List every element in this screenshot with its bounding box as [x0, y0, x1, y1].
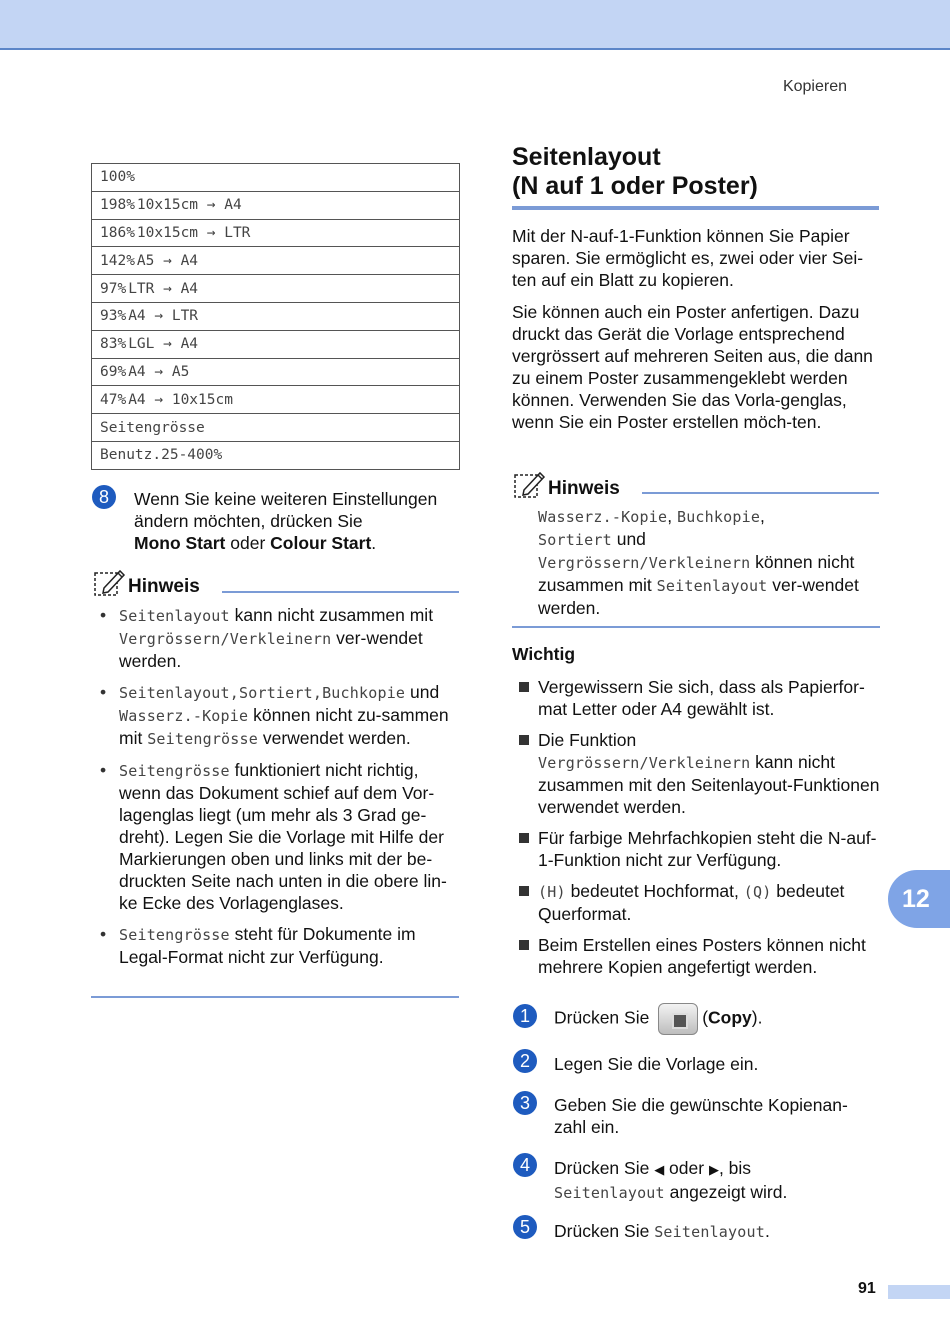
table-row	[92, 247, 460, 275]
list-item: • Seitenlayout kann nicht zusammen mit Vergrössern/Verkleinern ver-wendet werden.	[91, 604, 463, 672]
section-title	[512, 143, 882, 201]
intro-paragraph-2: Sie können auch ein Poster anfertigen. Dazu druckt das Gerät die Vorlage entsprechend vergrössert auf mehreren Seiten aus, die dann zu einem Poster zusammengeklebt werden können. Verwenden Sie das Vorla-genglas, wenn Sie ein Poster erstellen möch-ten.	[512, 302, 873, 432]
hinweis-title-left: Hinweis	[128, 576, 200, 597]
size-percent: 93%	[100, 308, 127, 325]
note-pencil-icon	[94, 568, 126, 596]
table-row	[92, 441, 460, 469]
step-number-5: 5	[513, 1215, 537, 1239]
list-item: Beim Erstellen eines Posters können nicht mehrere Kopien angefertigt werden.	[512, 934, 884, 978]
list-item: • Seitengrösse steht für Dokumente im Legal-Format nicht zur Verfügung.	[91, 923, 463, 968]
size-description: A4 → A5	[128, 363, 190, 380]
size-description: LGL → A4	[128, 336, 199, 353]
table-cell	[92, 414, 460, 442]
list-item: Für farbige Mehrfachkopien steht die N-auf-1-Funktion nicht zur Verfügung.	[512, 827, 884, 871]
list-item: • Seitengrösse funktioniert nicht richtig, wenn das Dokument schief auf dem Vor-lagenglas liegt (um mehr als 3 Grad ge-dreht). Legen Sie die Vorlage mit Hilfe der Markierungen oben und links mit der be-druckten Seite nach unten in die obere lin-ke Ecke des Vorlagenglases.	[91, 759, 463, 914]
size-percent: 142%	[100, 252, 135, 269]
intro-paragraph-1: Mit der N-auf-1-Funktion können Sie Papier sparen. Sie ermöglicht es, zwei oder vier Sei-ten auf ein Blatt zu kopieren.	[512, 226, 864, 290]
size-percent: 69%	[100, 363, 127, 380]
size-description: LTR → A4	[128, 280, 199, 297]
table-row	[92, 275, 460, 303]
right-arrow-icon: ▶	[708, 1162, 719, 1177]
title-underline	[512, 206, 879, 210]
step-number-1: 1	[513, 1004, 537, 1028]
table-row	[92, 330, 460, 358]
hinweis-end-rule-right	[512, 626, 880, 628]
step-8-text	[134, 488, 464, 554]
step-number-2: 2	[513, 1049, 537, 1073]
copy-button-icon	[658, 1003, 698, 1035]
step-4-text: Drücken Sie ◀ oder ▶, bis Seitenlayout angezeigt wird.	[554, 1158, 788, 1202]
table-cell	[92, 330, 460, 358]
mono-start-key: Mono Start	[134, 533, 226, 553]
wichtig-list	[512, 676, 884, 987]
table-cell	[92, 441, 460, 469]
size-percent: 47%	[100, 391, 127, 408]
page-number: 91	[858, 1280, 876, 1297]
hinweis-text-right: Wasserz.-Kopie, Buchkopie, Sortiert und Vergrössern/Verkleinern können nicht zusammen mit Seitenlayout ver-wendet werden.	[538, 506, 859, 618]
table-cell	[92, 358, 460, 386]
section-header: Kopieren	[782, 78, 847, 95]
step-number-3: 3	[513, 1091, 537, 1115]
table-cell	[92, 191, 460, 219]
table-row	[92, 302, 460, 330]
note-pencil-icon	[514, 470, 546, 498]
colour-start-key: Colour Start	[270, 533, 372, 553]
size-percent: 186%	[100, 224, 135, 241]
table-cell	[92, 247, 460, 275]
step-8-oder: oder	[230, 533, 266, 553]
table-row	[92, 386, 460, 414]
table-cell	[92, 219, 460, 247]
table-row	[92, 219, 460, 247]
size-percent: 100%	[100, 169, 135, 186]
hinweis-list-left	[91, 604, 463, 977]
table-cell	[92, 275, 460, 303]
step-2-text: Legen Sie die Vorlage ein.	[554, 1054, 759, 1074]
step-number-8: 8	[92, 485, 116, 509]
hinweis-title-right: Hinweis	[548, 478, 620, 499]
step-5-text: Drücken Sie Seitenlayout.	[554, 1221, 770, 1241]
size-percent: 198%	[100, 197, 135, 214]
size-description: A4 → LTR	[128, 308, 199, 325]
chapter-tab: 12	[888, 870, 950, 928]
size-description: 10x15cm → A4	[136, 197, 242, 214]
table-cell	[92, 302, 460, 330]
table-row	[92, 414, 460, 442]
left-arrow-icon: ◀	[654, 1162, 665, 1177]
size-percent: Seitengrösse	[100, 419, 205, 436]
table-row	[92, 164, 460, 192]
hinweis-rule-right	[642, 492, 879, 494]
size-percent: 83%	[100, 336, 127, 353]
table-cell	[92, 164, 460, 192]
step-number-4: 4	[513, 1153, 537, 1177]
size-description: 10x15cm → LTR	[136, 224, 251, 241]
title-line-1: Seitenlayout	[512, 143, 661, 171]
top-banner	[0, 0, 950, 50]
table-cell	[92, 386, 460, 414]
table-row	[92, 358, 460, 386]
page-number-bar	[888, 1285, 950, 1299]
step-1-text: Drücken Sie (Copy).	[554, 1003, 884, 1035]
size-options-table	[91, 163, 460, 470]
size-percent: 97%	[100, 280, 127, 297]
title-line-2: (N auf 1 oder Poster)	[512, 172, 758, 200]
step-3-text: Geben Sie die gewünschte Kopienan-zahl ein.	[554, 1095, 848, 1137]
list-item: Die Funktion Vergrössern/Verkleinern kann nicht zusammen mit den Seitenlayout-Funktionen verwendet werden.	[512, 729, 884, 818]
wichtig-title: Wichtig	[512, 644, 576, 664]
list-item: • Seitenlayout,Sortiert,Buchkopie und Wasserz.-Kopie können nicht zu-sammen mit Seitengrösse verwendet werden.	[91, 681, 463, 750]
hinweis-rule-left	[222, 591, 459, 593]
list-item: (H) bedeutet Hochformat, (Q) bedeutet Querformat.	[512, 880, 884, 925]
step-8-instruction: Wenn Sie keine weiteren Einstellungen ändern möchten, drücken Sie	[134, 489, 438, 531]
size-description: A5 → A4	[136, 252, 199, 269]
table-row	[92, 191, 460, 219]
size-percent: Benutz.25-400%	[100, 447, 223, 464]
step-8-period: .	[371, 533, 377, 553]
list-item: Vergewissern Sie sich, dass als Papierfor-mat Letter oder A4 gewählt ist.	[512, 676, 884, 720]
hinweis-end-rule-left	[91, 996, 459, 998]
size-description: A4 → 10x15cm	[128, 391, 233, 408]
